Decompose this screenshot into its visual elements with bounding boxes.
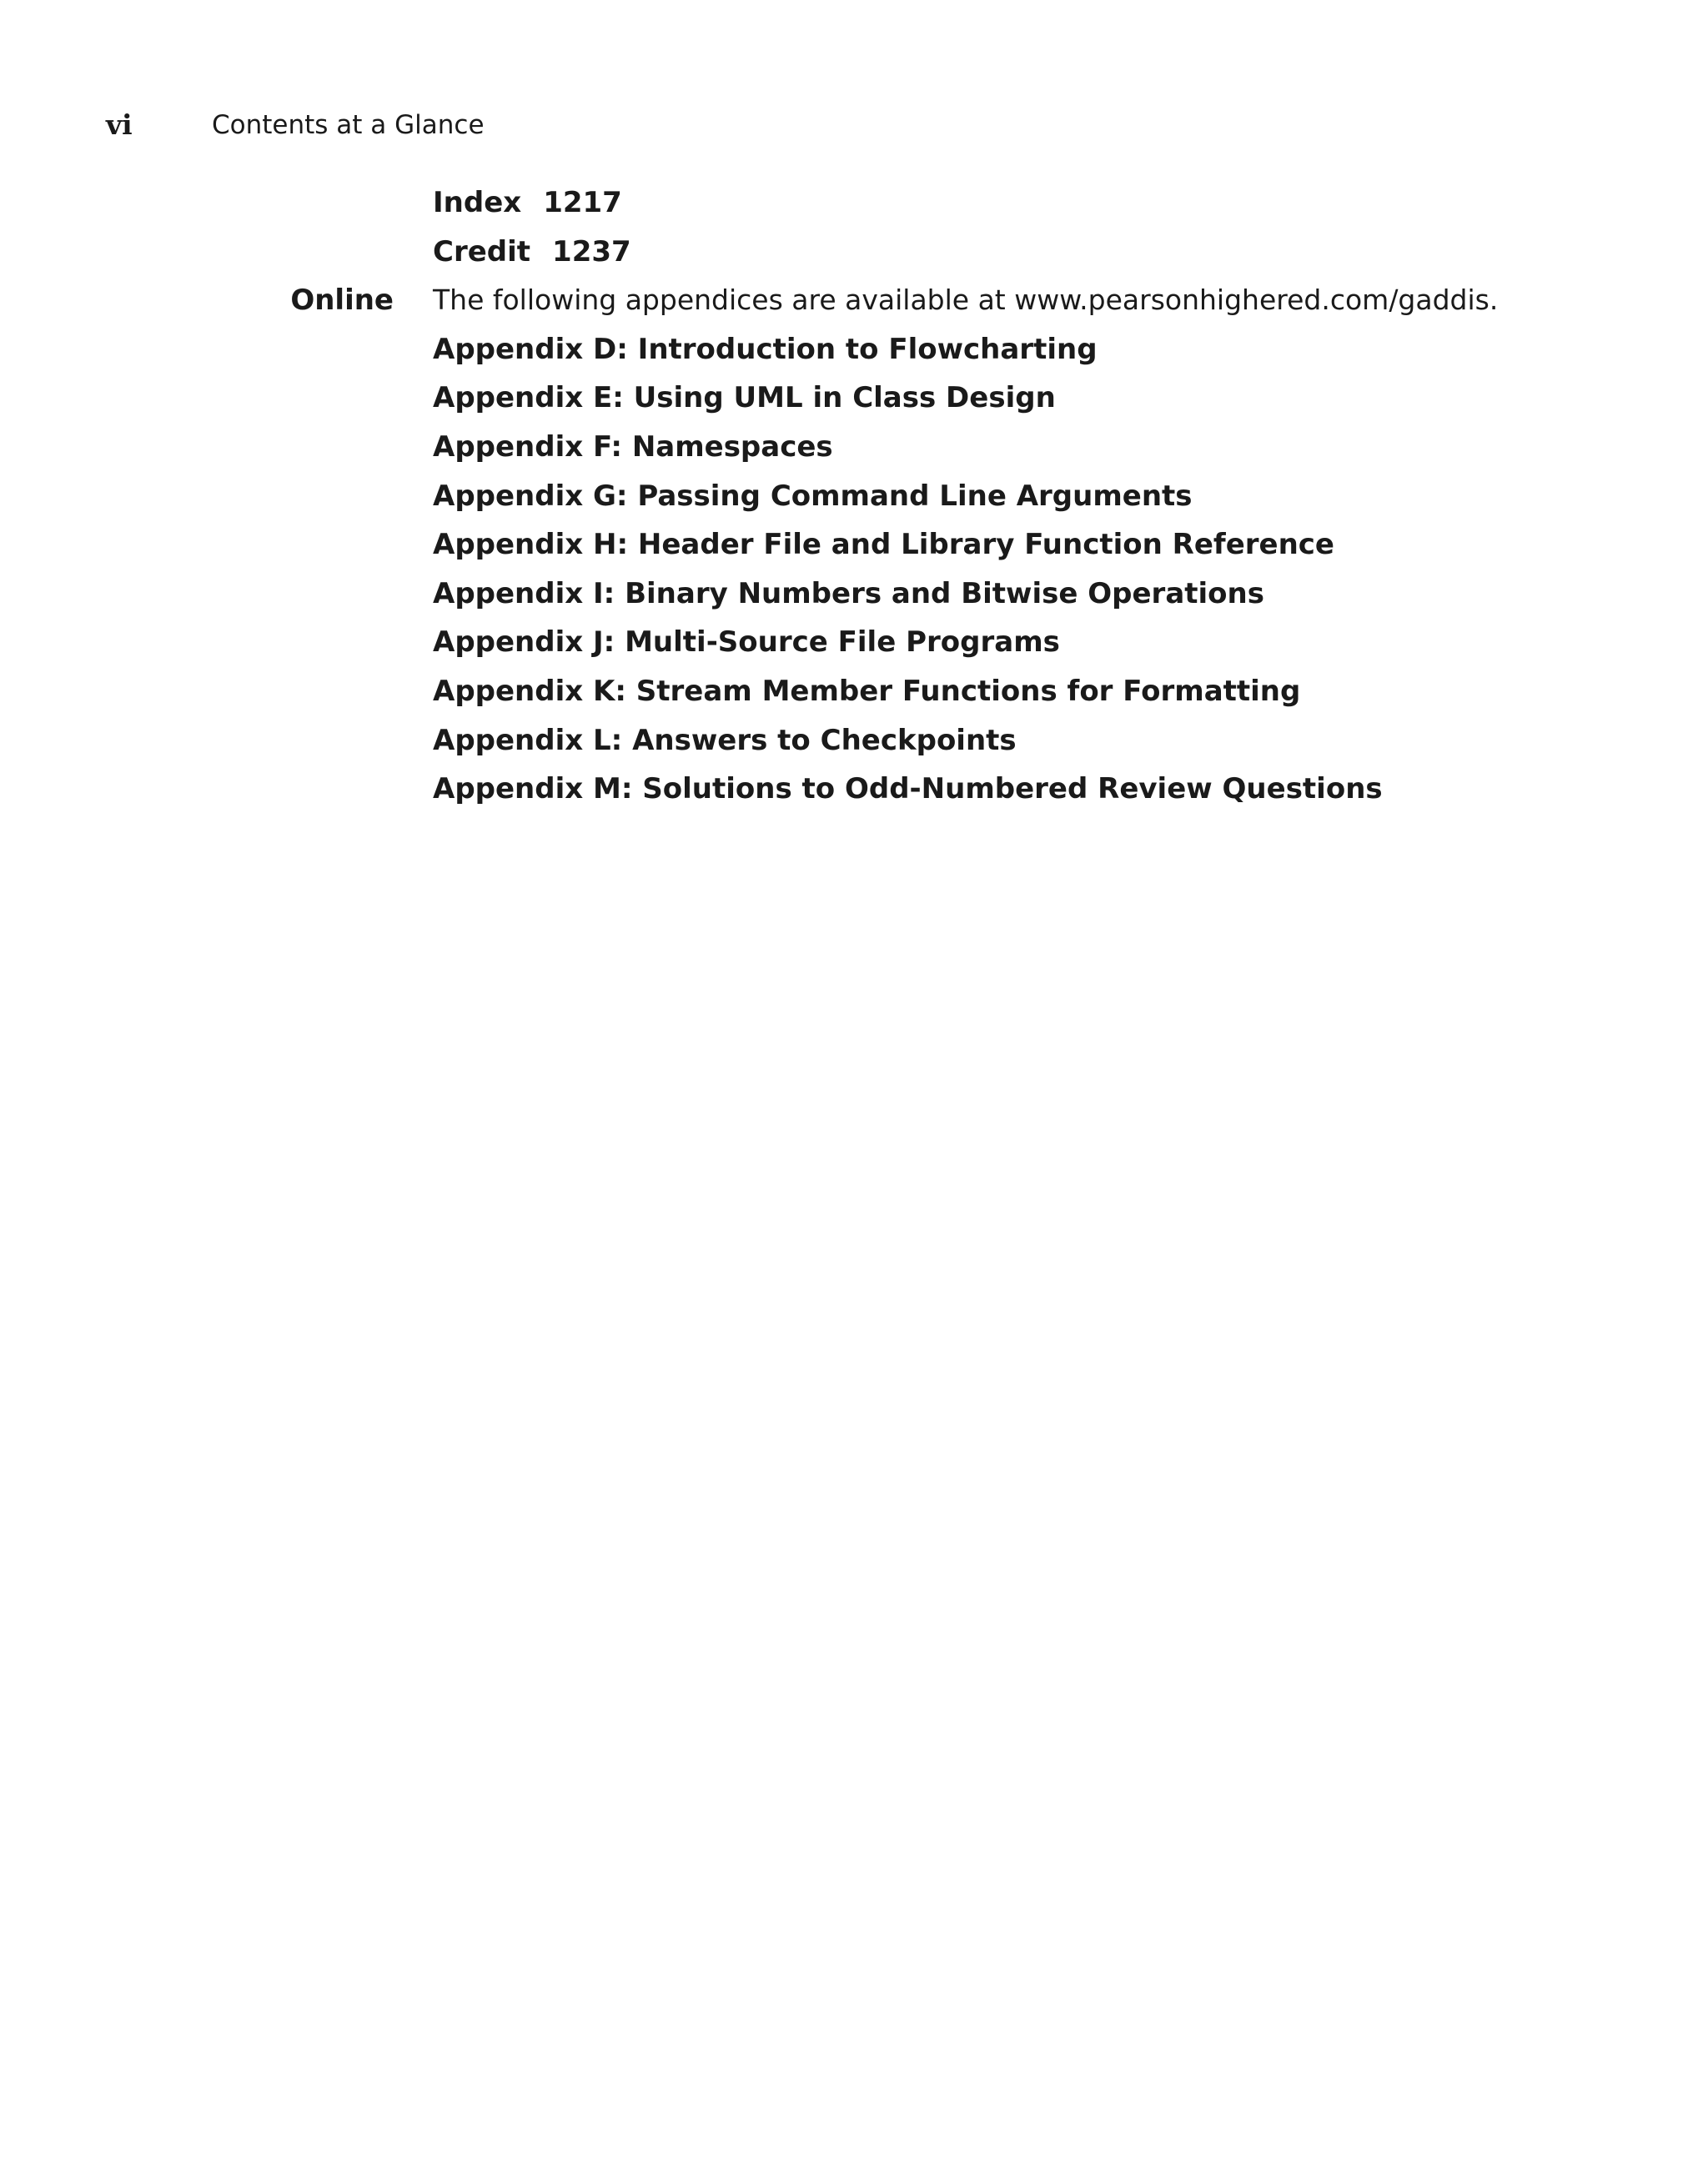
appendix-title: Appendix F: Namespaces	[433, 429, 833, 464]
appendix-title: Appendix H: Header File and Library Function Reference	[433, 528, 1334, 562]
appendix-title: Appendix L: Answers to Checkpoints	[433, 723, 1017, 757]
online-label: Online	[290, 284, 394, 318]
appendix-item	[0, 374, 1708, 423]
appendix-item	[0, 667, 1708, 716]
appendix-item	[0, 570, 1708, 619]
appendix-title: Appendix I: Binary Numbers and Bitwise Operations	[433, 576, 1264, 610]
running-title: Contents at a Glance	[212, 110, 485, 140]
appendix-title: Appendix G: Passing Command Line Arguments	[433, 479, 1193, 513]
appendix-title: Appendix M: Solutions to Odd-Numbered Review Questions	[433, 772, 1383, 806]
appendix-item	[0, 765, 1708, 814]
running-head	[0, 107, 1708, 143]
appendix-title: Appendix K: Stream Member Functions for Formatting	[433, 674, 1301, 708]
appendix-item	[0, 325, 1708, 374]
appendix-item	[0, 423, 1708, 472]
appendix-item	[0, 472, 1708, 521]
appendix-item	[0, 618, 1708, 667]
appendix-title: Appendix E: Using UML in Class Design	[433, 381, 1056, 415]
appendix-item	[0, 520, 1708, 570]
toc-entry-page: 1237	[552, 234, 631, 268]
online-note: The following appendices are available at www.pearsonhighered.com/gaddis.	[433, 284, 1499, 317]
toc-entry-title: Credit	[433, 234, 531, 268]
appendix-item	[0, 716, 1708, 765]
toc-entry-credit	[0, 228, 1708, 277]
page-number: vi	[106, 108, 133, 141]
table-of-contents	[0, 178, 1708, 814]
online-note-row	[0, 276, 1708, 325]
appendix-title: Appendix D: Introduction to Flowcharting	[433, 332, 1098, 366]
appendix-title: Appendix J: Multi-Source File Programs	[433, 625, 1060, 660]
toc-entry-title: Index	[433, 186, 522, 219]
toc-entry-page: 1217	[543, 186, 622, 219]
toc-entry-index	[0, 178, 1708, 228]
